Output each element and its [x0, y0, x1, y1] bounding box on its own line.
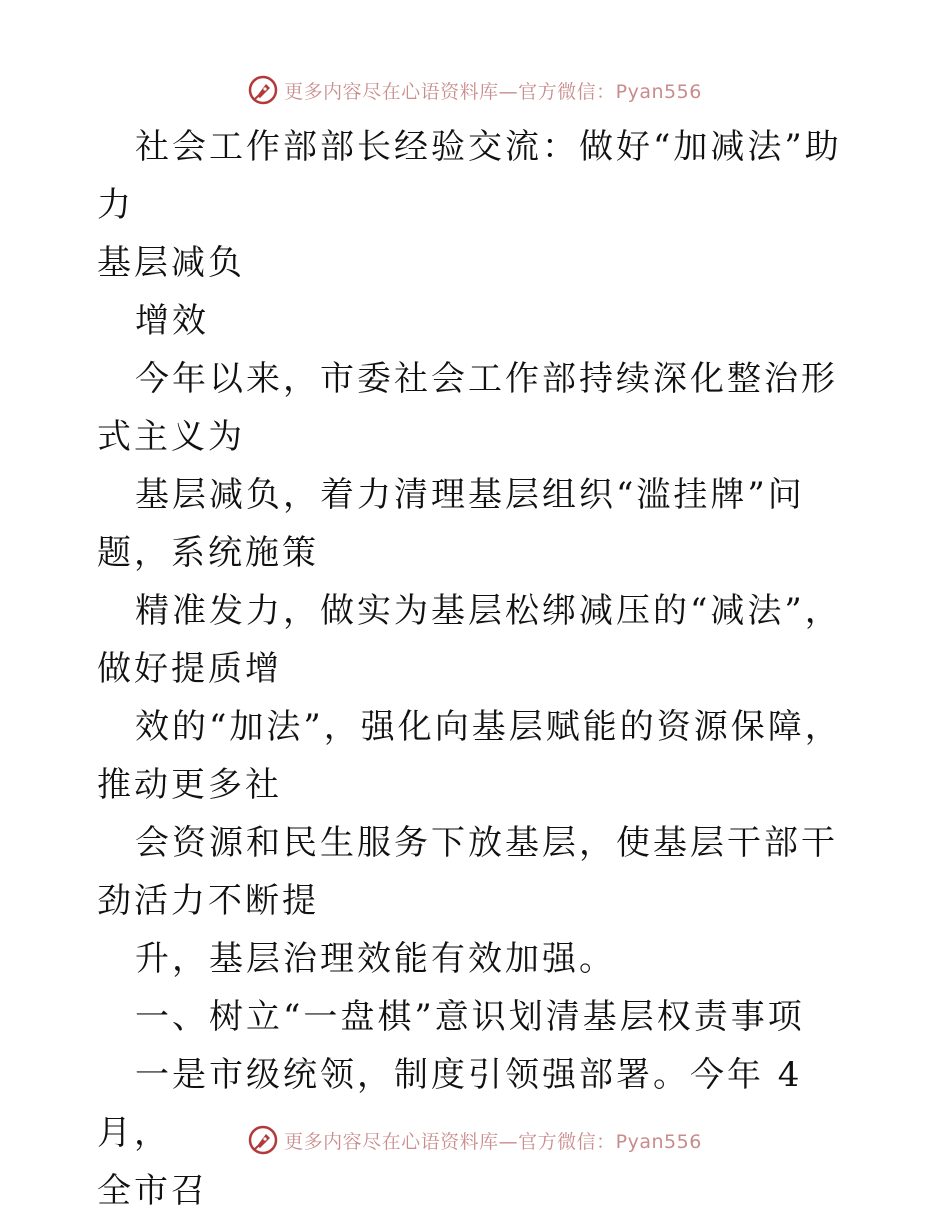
document-body	[97, 118, 857, 1220]
body-paragraph: 全市召	[97, 1171, 208, 1211]
body-paragraph: 升，基层治理效能有效加强。	[135, 939, 616, 979]
footer-watermark-text: 更多内容尽在心语资料库—官方微信：Pyan556	[284, 1130, 702, 1153]
body-paragraph: 基层减负，着力清理基层组织“滥挂牌”问题，系统施策	[97, 475, 805, 573]
pen-nib-logo-icon	[248, 75, 278, 105]
body-paragraph: 效的“加法”，强化向基层赋能的资源保障，推动更多社	[97, 707, 842, 805]
document-title-line-1: 社会工作部部长经验交流：做好“加减法”助力	[97, 127, 842, 225]
document-title-line-2: 基层减负	[97, 243, 245, 283]
body-paragraph: 精准发力，做实为基层松绑减压的“减法”，做好提质增	[97, 591, 842, 689]
body-paragraph: 今年以来，市委社会工作部持续深化整治形式主义为	[97, 359, 838, 457]
header-watermark-text: 更多内容尽在心语资料库—官方微信：Pyan556	[284, 80, 702, 103]
body-paragraph: 会资源和民生服务下放基层，使基层干部干劲活力不断提	[97, 823, 838, 921]
document-title-line-3: 增效	[135, 301, 209, 341]
section-heading: 一、树立“一盘棋”意识划清基层权责事项	[135, 997, 805, 1037]
body-paragraph: 一是市级统领，制度引领强部署。今年 4月，	[97, 1055, 803, 1153]
pen-nib-logo-icon	[248, 1125, 278, 1155]
footer-watermark-banner	[0, 1120, 950, 1160]
header-watermark-banner	[0, 70, 950, 110]
